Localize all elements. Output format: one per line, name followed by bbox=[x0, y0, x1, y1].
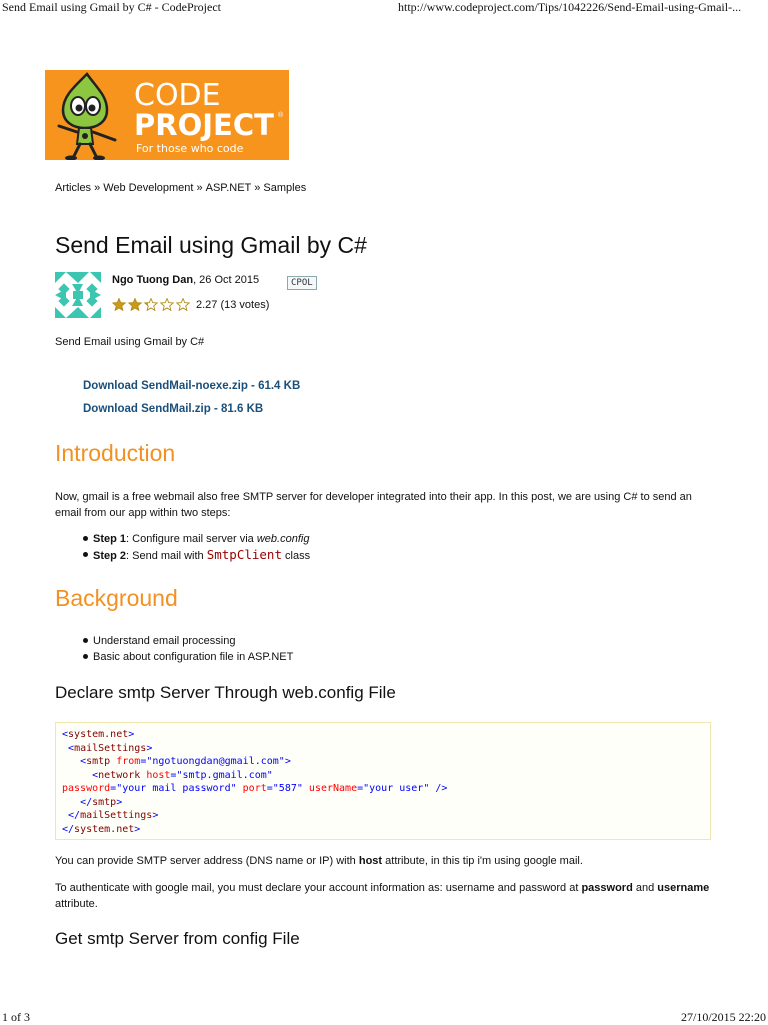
breadcrumb-web-development[interactable]: Web Development bbox=[103, 182, 194, 194]
bullet-icon bbox=[83, 638, 88, 643]
host-paragraph bbox=[55, 853, 715, 869]
breadcrumb-articles[interactable]: Articles bbox=[55, 182, 92, 194]
step1-webconfig: web.config bbox=[256, 533, 310, 545]
code-token: from bbox=[116, 756, 141, 767]
article-date: , 26 Oct 2015 bbox=[193, 274, 260, 286]
print-header-title: Send Email using Gmail by C# - CodeProject bbox=[2, 0, 221, 14]
list-item bbox=[55, 649, 293, 665]
bob-mascot-icon bbox=[45, 70, 135, 160]
author-avatar-icon[interactable] bbox=[55, 272, 101, 318]
get-smtp-heading: Get smtp Server from config File bbox=[55, 929, 300, 948]
bullet-icon bbox=[83, 654, 88, 659]
page-title: Send Email using Gmail by C# bbox=[55, 232, 367, 258]
host-keyword: host bbox=[358, 855, 383, 867]
text-run: attribute. bbox=[55, 898, 98, 910]
auth-paragraph bbox=[55, 880, 715, 912]
rating-score: 2.27 (13 votes) bbox=[196, 299, 270, 311]
steps-list bbox=[55, 531, 310, 563]
breadcrumb-samples[interactable]: Samples bbox=[263, 182, 307, 194]
background-item: Understand email processing bbox=[93, 635, 236, 647]
breadcrumb-aspnet[interactable]: ASP.NET bbox=[205, 182, 252, 194]
step2-label: Step 2 bbox=[93, 550, 127, 562]
code-token: system.net bbox=[68, 729, 129, 740]
background-list bbox=[55, 633, 293, 665]
webconfig-code-block[interactable]: <system.net> <mailSettings> <smtp from="ngotuongdan@gmail.com"> <network host="smtp.gmail.com" password="your mail password" port="587" userName="your user" /> </smtp> </mailSettings> </system.net> bbox=[55, 722, 711, 840]
logo-project-text: PROJECT bbox=[134, 108, 274, 142]
introduction-heading: Introduction bbox=[55, 440, 176, 466]
text-run: You can provide SMTP server address (DNS name or IP) with bbox=[55, 855, 359, 867]
page-number: 1 of 3 bbox=[2, 1010, 30, 1024]
article-summary: Send Email using Gmail by C# bbox=[55, 336, 205, 348]
code-token: mailSettings bbox=[74, 742, 147, 754]
logo-registered-mark: ® bbox=[278, 112, 284, 119]
rating-star-icon[interactable] bbox=[129, 299, 141, 311]
introduction-paragraph: Now, gmail is a free webmail also free SMTP server for developer integrated into their app. In this post, we are using C# to send an email from our app within two steps: bbox=[55, 491, 692, 519]
bullet-icon bbox=[83, 552, 88, 557]
text-run: and bbox=[632, 882, 658, 894]
code-token: smtp bbox=[86, 756, 111, 767]
author-name[interactable]: Ngo Tuong Dan bbox=[112, 274, 194, 286]
step2-text: : Send mail with bbox=[126, 550, 207, 562]
download-noexe-link[interactable]: Download SendMail-noexe.zip - 61.4 KB bbox=[83, 380, 301, 392]
list-item bbox=[55, 633, 293, 649]
code-token: "587" bbox=[272, 783, 303, 794]
step2-tail: class bbox=[281, 550, 311, 562]
code-token: userName bbox=[308, 783, 358, 794]
rating-star-icon[interactable] bbox=[145, 299, 157, 311]
rating-star-icon[interactable] bbox=[113, 299, 125, 311]
text-run: attribute, in this tip i'm using google mail. bbox=[382, 855, 583, 867]
rating-star-icon[interactable] bbox=[161, 299, 173, 311]
code-token: "your mail password" bbox=[116, 783, 237, 794]
print-header bbox=[0, 0, 768, 18]
breadcrumb-separator: » bbox=[254, 182, 261, 194]
background-heading: Background bbox=[55, 585, 178, 611]
rating-stars-icon[interactable] bbox=[112, 298, 190, 312]
breadcrumb bbox=[55, 182, 306, 194]
declare-smtp-heading: Declare smtp Server Through web.config File bbox=[55, 683, 396, 702]
author-block bbox=[55, 272, 355, 322]
step1-text: : Configure mail server via bbox=[126, 533, 257, 545]
print-datetime: 27/10/2015 22:20 bbox=[680, 1010, 766, 1024]
step1-label: Step 1 bbox=[93, 533, 127, 545]
rating bbox=[112, 298, 269, 312]
logo-tagline: For those who code bbox=[136, 142, 244, 155]
print-footer bbox=[0, 1010, 768, 1024]
author-line bbox=[112, 274, 259, 286]
codeproject-logo[interactable] bbox=[45, 70, 289, 160]
code-token: host bbox=[146, 769, 171, 781]
code-token: system.net bbox=[74, 823, 135, 835]
code-token: password bbox=[62, 783, 111, 794]
background-item: Basic about configuration file in ASP.NET bbox=[93, 651, 294, 663]
code-token: network bbox=[98, 769, 141, 781]
username-keyword: username bbox=[657, 882, 710, 894]
download-source-link[interactable]: Download SendMail.zip - 81.6 KB bbox=[83, 403, 264, 415]
code-token: "smtp.gmail.com" bbox=[176, 769, 273, 781]
smtpclient-code: SmtpClient bbox=[206, 547, 282, 562]
rating-star-icon[interactable] bbox=[177, 299, 189, 311]
code-token: "ngotuongdan@gmail.com" bbox=[146, 756, 285, 767]
breadcrumb-separator: » bbox=[196, 182, 203, 194]
code-token: "your user" bbox=[363, 783, 430, 794]
code-token: mailSettings bbox=[80, 810, 153, 821]
breadcrumb-separator: » bbox=[94, 182, 101, 194]
license-badge[interactable]: CPOL bbox=[287, 276, 317, 290]
bullet-icon bbox=[83, 536, 88, 541]
print-header-url: http://www.codeproject.com/Tips/1042226/Send-Email-using-Gmail-... bbox=[398, 0, 742, 14]
password-keyword: password bbox=[581, 882, 633, 894]
code-token: smtp bbox=[92, 796, 117, 808]
code-token: port bbox=[242, 783, 267, 794]
list-item bbox=[55, 531, 310, 547]
logo-code-text: CODE bbox=[134, 78, 221, 113]
list-item bbox=[55, 547, 310, 563]
text-run: To authenticate with google mail, you must declare your account information as: username and password at bbox=[55, 882, 582, 894]
